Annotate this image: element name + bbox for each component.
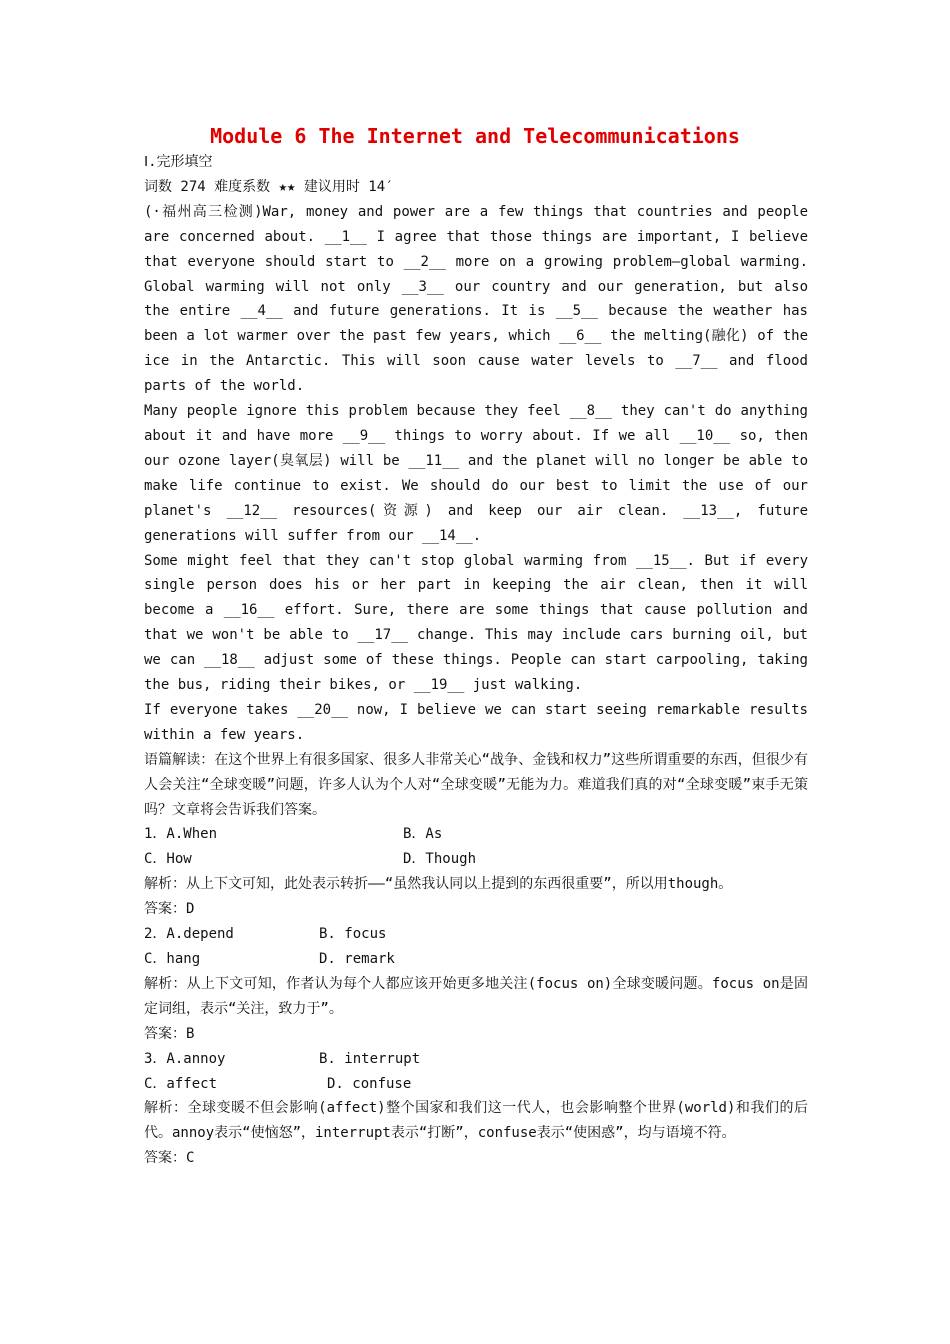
passage-paragraph-3: Some might feel that they can't stop global warming from __15__. But if every single person does his or her part in keeping the air clean, then it will become a __16__ effort. Sure, there are some things that cause pollution and that we won't be able to __17__ change. This may include cars burning oil, but we can __18__ adjust some of these things. People can start carpooling, taking the bus, riding their bikes, or __19__ just walking. — [144, 552, 808, 694]
option-c: C．affect — [144, 1075, 218, 1092]
option-b: B．As — [403, 826, 443, 843]
option-d: D．Though — [403, 851, 477, 868]
option-d: D. confuse — [327, 1075, 412, 1092]
option-c: C．hang — [144, 951, 201, 967]
option-a: 3．A.annoy — [144, 1050, 226, 1067]
option-a: 1．A.When — [144, 826, 218, 843]
options-row — [144, 947, 808, 972]
answer-text: 答案：C — [144, 1150, 195, 1167]
options-row — [144, 847, 808, 872]
passage-paragraph-1: (·福州高三检测)War, money and power are a few things that countries and people are concerned about. __1__ I agree that those things are important, I believe that everyone should start to __2__ more on a growing problem—global warming. Global warming will not only __3__ our country and our generation, but also the entire __4__ and future generations. It is __5__ because the weather has been a lot warmer over the past few years, which __6__ the melting(融化) of the ice in the Antarctic. This will soon cause water levels to __7__ and flood parts of the world. — [144, 203, 808, 395]
answer-text: 答案：D — [144, 901, 195, 918]
question-1 — [144, 822, 808, 922]
options-row — [144, 922, 808, 947]
options-row — [144, 1047, 808, 1072]
question-2 — [144, 922, 808, 1047]
options-row — [144, 822, 808, 847]
answer-text: 答案：B — [144, 1025, 195, 1042]
analysis-text: 解析：从上下文可知，作者认为每个人都应该开始更多地关注(focus on)全球变暖问题。focus on是固定词组，表示“关注，致力于”。 — [144, 975, 808, 1017]
option-b: B. interrupt — [319, 1050, 421, 1067]
module-title: Module 6 The Internet and Telecommunications — [210, 124, 740, 148]
analysis-text: 解析：全球变暖不但会影响(affect)整个国家和我们这一代人，也会影响整个世界(world)和我们的后代。annoy表示“使恼怒”，interrupt表示“打断”，confuse表示“使困惑”，均与语境不符。 — [144, 1100, 808, 1142]
passage-paragraph-4: If everyone takes __20__ now, I believe we can start seeing remarkable results within a few years. — [144, 701, 808, 743]
passage-paragraph-2: Many people ignore this problem because they feel __8__ they can't do anything about it and have more __9__ things to worry about. If we all __10__ so, then our ozone layer(臭氧层) will be __11__ and the planet will no longer be able to make life continue to exist. We should do our best to limit the use of our planet's __12__ resources(资源) and keep our air clean. __13__, future generations will suffer from our __14__. — [144, 403, 808, 544]
passage-summary: 语篇解读：在这个世界上有很多国家、很多人非常关心“战争、金钱和权力”这些所谓重要的东西，但很少有人会关注“全球变暖”问题，许多人认为个人对“全球变暖”无能为力。难道我们真的对“全球变暖”束手无策吗？文章将会告诉我们答案。 — [144, 751, 808, 818]
question-3 — [144, 1047, 808, 1172]
option-a: 2．A.depend — [144, 926, 234, 943]
exercise-meta: 词数 274 难度系数 ★★ 建议用时 14′ — [144, 178, 394, 195]
option-d: D. remark — [319, 951, 395, 967]
option-b: B. focus — [319, 926, 387, 943]
option-c: C．How — [144, 851, 192, 868]
document-body — [144, 150, 808, 1171]
analysis-text: 解析：从上下文可知，此处表示转折——“虽然我认同以上提到的东西很重要”，所以用though。 — [144, 876, 733, 893]
section-heading: Ⅰ.完形填空 — [144, 154, 213, 170]
options-row — [144, 1072, 808, 1097]
